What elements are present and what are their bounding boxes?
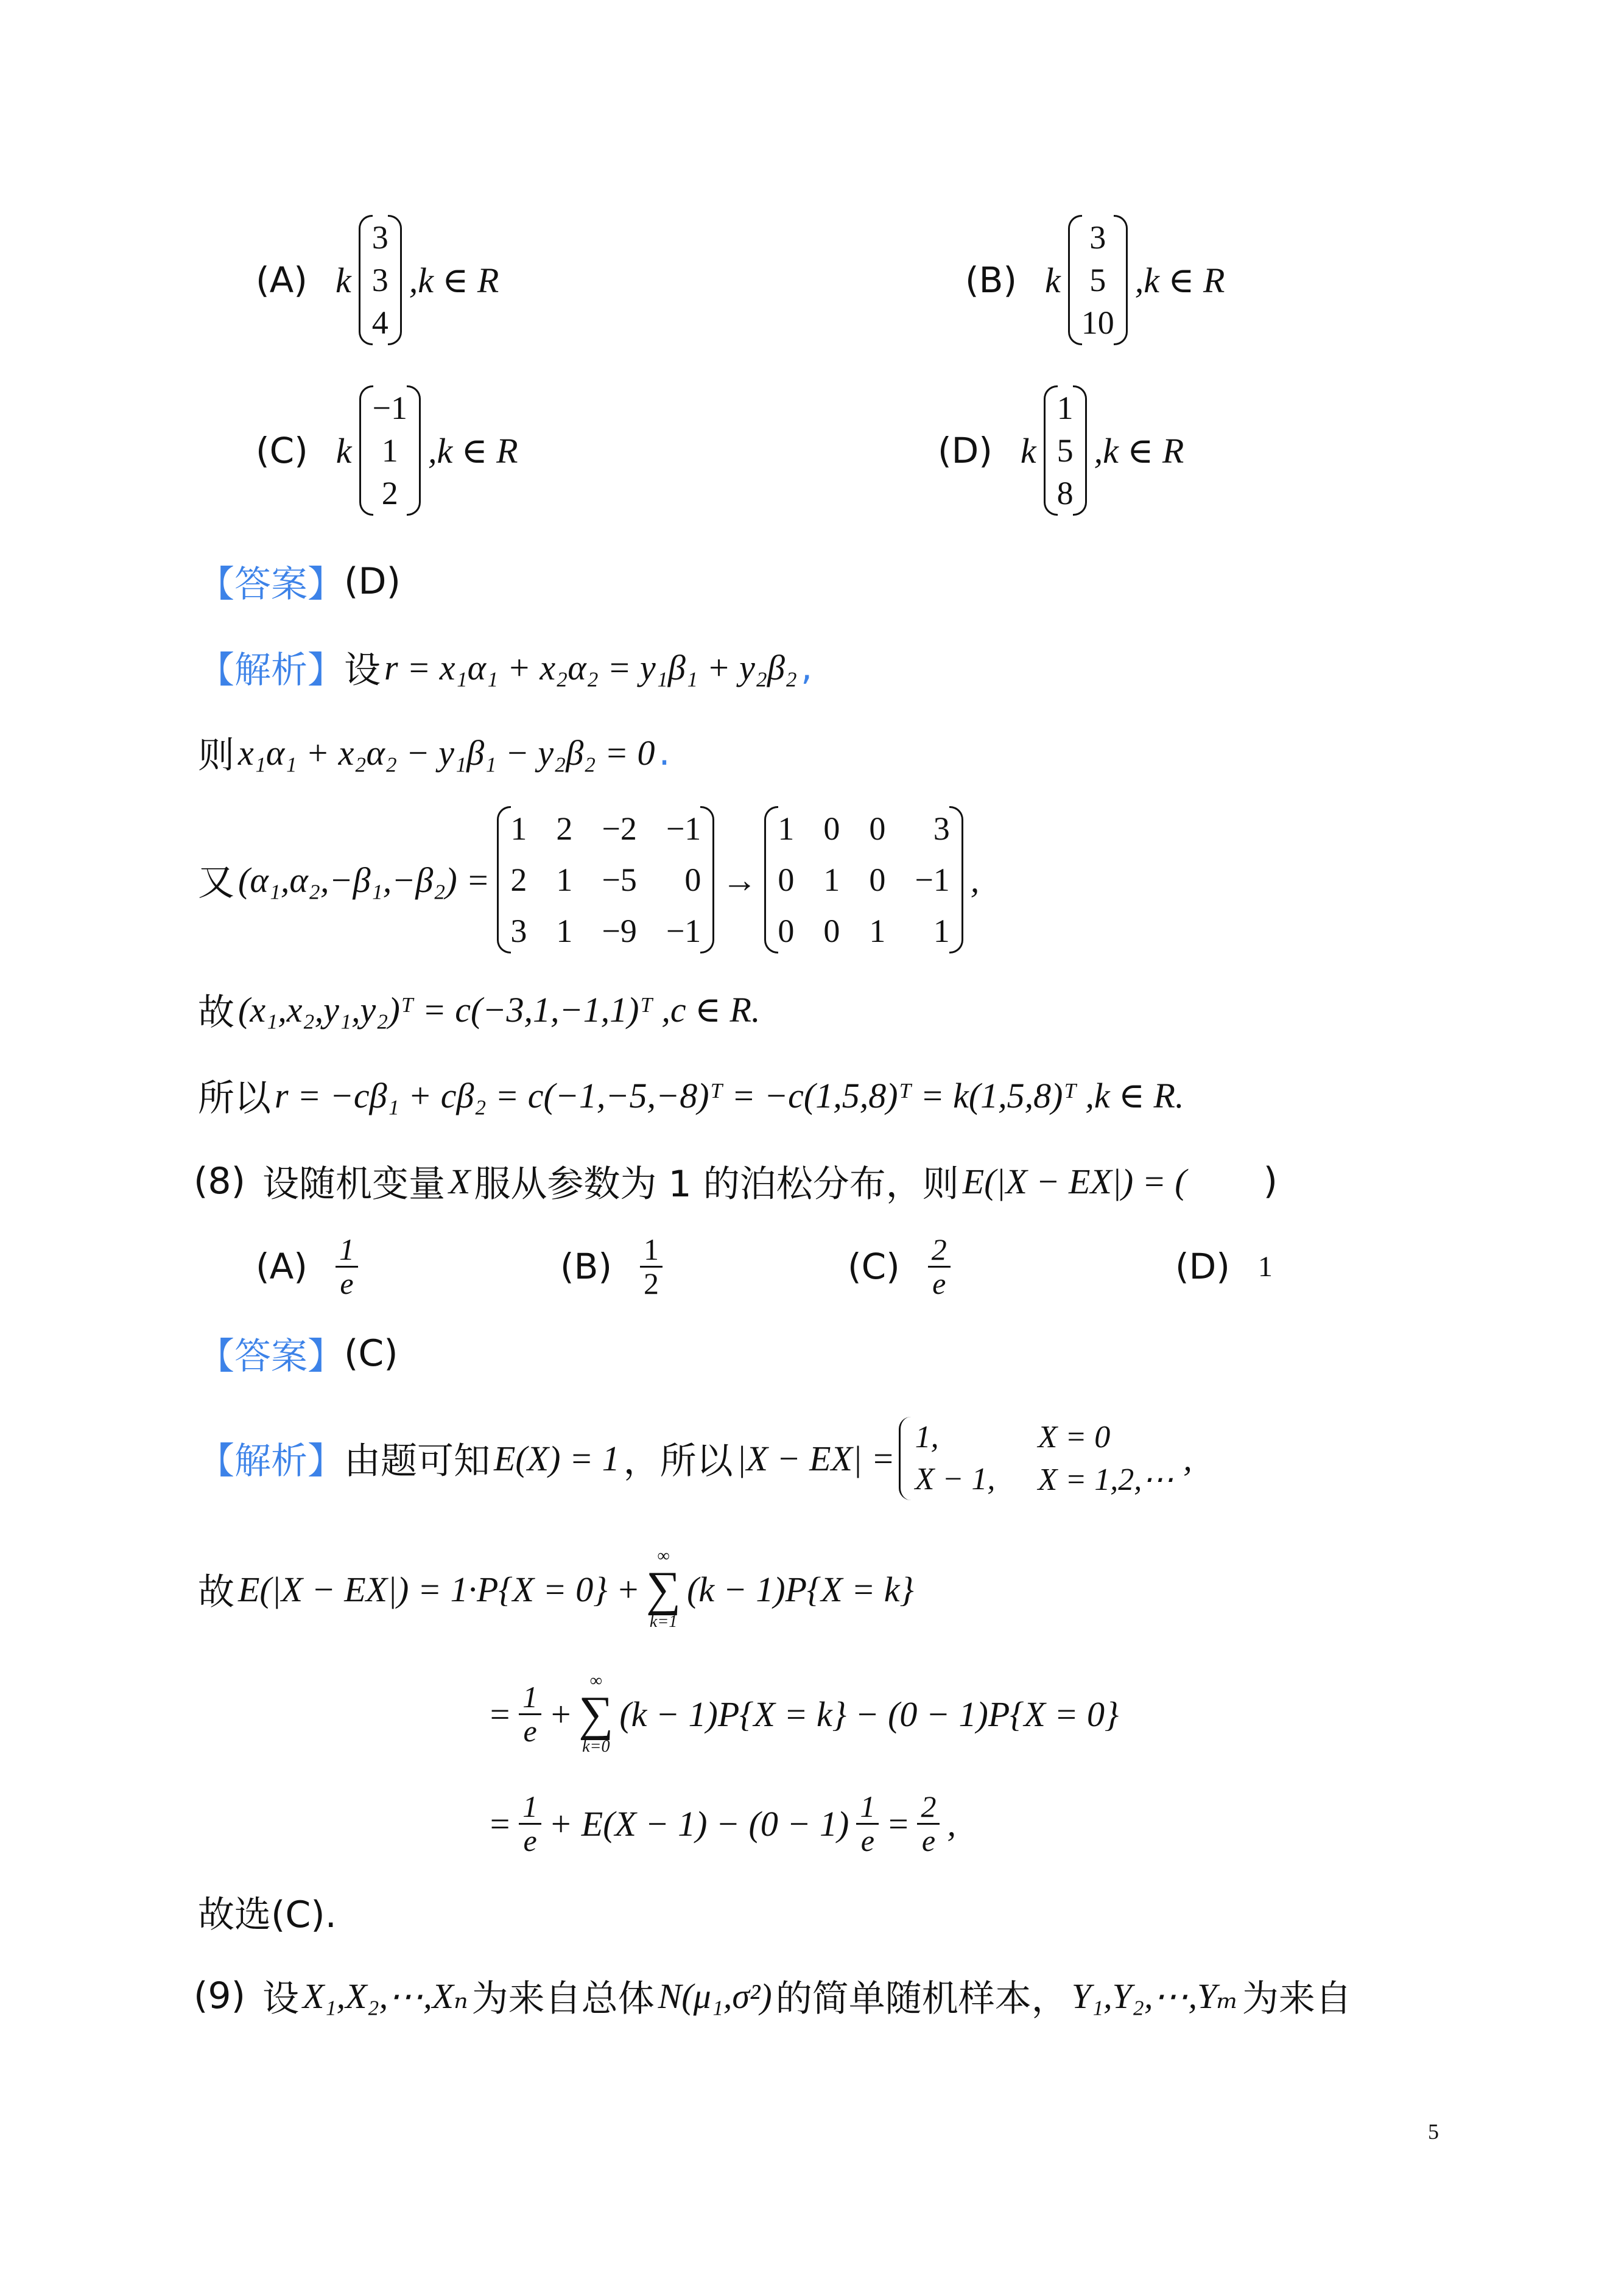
q8-option-d	[1175, 1242, 1276, 1291]
arrow: →	[722, 860, 758, 900]
option-label: (A)	[256, 259, 308, 301]
matrix-entry: 1	[933, 913, 950, 949]
matrix-entry: 2	[510, 862, 527, 898]
vector-entry: 1	[1056, 390, 1074, 426]
text: 则	[198, 734, 234, 777]
denominator: e	[523, 1823, 537, 1858]
option-suffix: ,k ∈ R	[1134, 261, 1225, 300]
question-number: (8)	[194, 1160, 245, 1202]
math: E(X) = 1	[494, 1438, 620, 1478]
matrix-entry: 3	[510, 913, 527, 949]
option-suffix: ,k ∈ R	[1094, 431, 1184, 471]
case-value: 1,	[915, 1419, 939, 1455]
matrix-entry: 3	[933, 810, 950, 847]
vector	[1044, 385, 1087, 516]
text: ,	[970, 860, 980, 900]
text: 故选(C).	[198, 1894, 337, 1936]
sigma: ∑	[578, 1687, 614, 1741]
scalar-k: k	[336, 430, 352, 471]
coefficient-matrix	[497, 806, 714, 953]
page-number: 5	[1428, 2119, 1439, 2144]
question-number: (9)	[194, 1975, 245, 2017]
scalar-k: k	[1045, 260, 1061, 300]
fraction	[928, 1234, 951, 1299]
option-suffix: ,k ∈ R	[427, 431, 518, 471]
reduced-matrix	[764, 806, 963, 953]
math: (x₁,x₂,y₁,y₂)ᵀ = c(−3,1,−1,1)ᵀ ,c ∈ R.	[238, 990, 761, 1030]
math: N(μ₁,σ²)	[658, 1976, 772, 2016]
math: + E(X − 1) − (0 − 1)	[549, 1803, 849, 1844]
denominator: e	[340, 1266, 354, 1301]
scalar-k: k	[335, 260, 351, 300]
matrix-entry: −1	[915, 862, 950, 898]
matrix-entry: 0	[778, 913, 795, 949]
denominator: e	[932, 1266, 946, 1301]
q8-option-c	[848, 1230, 954, 1303]
vector	[359, 215, 402, 345]
summation	[646, 1548, 681, 1631]
text: 为来自	[1242, 1978, 1352, 2020]
sum-lower: k=1	[649, 1612, 678, 1631]
option-c	[256, 384, 522, 518]
matrix-entry: 1	[869, 913, 886, 949]
math: =	[488, 1694, 512, 1734]
sigma: ∑	[646, 1562, 681, 1616]
matrix-entry: 1	[823, 862, 840, 898]
q8-solution-line-1	[198, 1406, 1196, 1510]
vector-entry: 4	[371, 304, 388, 341]
matrix-entry: 0	[869, 862, 886, 898]
text: 由题可知	[344, 1440, 490, 1483]
q8-solution-line-3	[484, 1665, 1122, 1763]
answer-tag: 【答案】	[198, 1335, 344, 1378]
text: 所以	[198, 1077, 271, 1120]
vector	[359, 385, 421, 516]
case-condition: X = 0	[1038, 1419, 1111, 1455]
math: (k − 1)P{X = k} − (0 − 1)P{X = 0}	[619, 1694, 1119, 1734]
math: |X − EX| =	[736, 1438, 895, 1478]
option-label: (B)	[560, 1246, 613, 1287]
vector-entry: 3	[371, 262, 388, 298]
q7-solution-line-3	[198, 810, 983, 950]
math: x₁α₁ + x₂α₂ − y₁β₁ − y₂β₂ = 0	[238, 732, 655, 773]
q8-solution-line-2	[198, 1540, 918, 1638]
q8-conclusion	[198, 1887, 337, 1936]
matrix-entry: 0	[684, 862, 701, 898]
q7-solution-line-5	[198, 1071, 1187, 1120]
piecewise-cases	[899, 1417, 1180, 1500]
vector-entry: 2	[381, 475, 398, 511]
q9-question	[194, 1971, 1352, 2020]
matrix-entry: −1	[666, 913, 701, 949]
text: 设	[262, 1978, 299, 2020]
vector-entry: 5	[1056, 432, 1074, 469]
case-value: X − 1,	[915, 1461, 996, 1497]
matrix-entry: −5	[602, 862, 637, 898]
numerator: 1	[856, 1791, 879, 1825]
text: ,	[1183, 1438, 1192, 1478]
q8-option-b	[560, 1230, 666, 1303]
matrix-entry: 1	[778, 810, 795, 847]
text: 的简单随机样本，	[775, 1978, 1068, 2020]
matrix-entry: −1	[666, 810, 701, 847]
denominator: e	[860, 1823, 874, 1858]
q8-question	[194, 1157, 1278, 1206]
denominator: e	[921, 1823, 936, 1858]
numerator: 1	[640, 1234, 663, 1268]
sum-lower: k=0	[582, 1737, 610, 1756]
text: 设	[344, 649, 381, 692]
matrix-entry: 0	[823, 913, 840, 949]
denominator: e	[523, 1713, 537, 1748]
vector	[1068, 215, 1128, 345]
vector-entry: −1	[372, 390, 407, 426]
matrix-entry: 0	[778, 862, 795, 898]
q7-solution-line-2	[198, 728, 670, 777]
math: E(|X − EX|) = 1·P{X = 0} +	[238, 1569, 641, 1609]
fraction	[519, 1791, 541, 1856]
analysis-tag: 【解析】	[198, 1440, 344, 1483]
option-label: (D)	[1175, 1246, 1230, 1287]
text: 为来自总体	[471, 1978, 655, 2020]
q7-solution-line-1	[198, 643, 812, 692]
math: +	[549, 1694, 573, 1734]
math: (α₁,α₂,−β₁,−β₂) =	[238, 860, 490, 900]
text: 故	[198, 991, 234, 1034]
q8-answer	[198, 1329, 398, 1378]
fraction	[917, 1791, 940, 1856]
math: r = x₁α₁ + x₂α₂ = y₁β₁ + y₂β₂	[384, 647, 798, 687]
text: )	[1263, 1160, 1278, 1202]
numerator: 2	[917, 1791, 940, 1825]
sum-upper: ∞	[657, 1546, 670, 1565]
q8-solution-line-4	[484, 1787, 960, 1860]
option-a	[256, 213, 502, 347]
text: 又	[198, 862, 234, 904]
math: E(|X − EX|) = (	[962, 1161, 1187, 1201]
vector-entry: 8	[1056, 475, 1074, 511]
vector-entry: 1	[381, 432, 398, 469]
text: 设随机变量	[262, 1163, 445, 1206]
answer-value: (C)	[344, 1332, 398, 1375]
option-d	[938, 384, 1187, 518]
answer-value: (D)	[344, 560, 401, 603]
math: X₁,X₂,⋯,Xₙ	[303, 1976, 468, 2016]
fraction	[856, 1791, 879, 1856]
case-condition: X = 1,2,⋯	[1038, 1462, 1174, 1497]
option-suffix: ,k ∈ R	[409, 261, 499, 300]
option-label: (D)	[938, 430, 993, 471]
vector-entry: 3	[1089, 219, 1106, 256]
matrix-entry: 1	[556, 862, 573, 898]
numerator: 2	[928, 1234, 951, 1268]
math: X	[449, 1161, 471, 1201]
answer-tag: 【答案】	[198, 563, 344, 606]
vector-entry: 3	[371, 219, 388, 256]
matrix-entry: −9	[602, 913, 637, 949]
text: ,	[947, 1803, 956, 1844]
math: Y₁,Y₂,⋯,Yₘ	[1071, 1976, 1239, 2016]
math: =	[488, 1803, 512, 1844]
numerator: 1	[519, 1791, 541, 1825]
fraction	[640, 1234, 663, 1299]
denominator: 2	[644, 1266, 659, 1301]
math: =	[886, 1803, 910, 1844]
q8-option-a	[256, 1230, 362, 1303]
text: 服从参数为 1 的泊松分布，则	[474, 1163, 959, 1206]
matrix-entry: −2	[602, 810, 637, 847]
scalar-k: k	[1020, 430, 1036, 471]
option-label: (B)	[965, 259, 1018, 301]
analysis-tag: 【解析】	[198, 649, 344, 692]
matrix-entry: 0	[869, 810, 886, 847]
summation	[578, 1673, 613, 1755]
text: .	[658, 731, 670, 774]
numerator: 1	[336, 1234, 358, 1268]
text: ,	[801, 646, 813, 689]
vector-entry: 10	[1081, 304, 1114, 341]
vector-entry: 5	[1089, 262, 1106, 298]
option-value: 1	[1257, 1250, 1273, 1283]
numerator: 1	[519, 1681, 541, 1715]
q7-answer	[198, 557, 401, 606]
fraction	[519, 1681, 541, 1747]
math: r = −cβ₁ + cβ₂ = c(−1,−5,−8)ᵀ = −c(1,5,8)ᵀ = k(1,5,8)ᵀ ,k ∈ R.	[275, 1076, 1184, 1115]
text: 故	[198, 1571, 234, 1613]
math: (k − 1)P{X = k}	[687, 1569, 914, 1609]
fraction	[336, 1234, 358, 1299]
matrix-entry: 2	[556, 810, 573, 847]
option-b	[965, 213, 1228, 347]
matrix-entry: 0	[823, 810, 840, 847]
text: ，所以	[623, 1440, 733, 1483]
option-label: (C)	[848, 1246, 900, 1287]
matrix-entry: 1	[556, 913, 573, 949]
matrix-entry: 1	[510, 810, 527, 847]
option-label: (C)	[256, 430, 308, 471]
option-label: (A)	[256, 1246, 308, 1287]
sum-upper: ∞	[589, 1671, 602, 1690]
q7-solution-line-4	[198, 985, 764, 1034]
